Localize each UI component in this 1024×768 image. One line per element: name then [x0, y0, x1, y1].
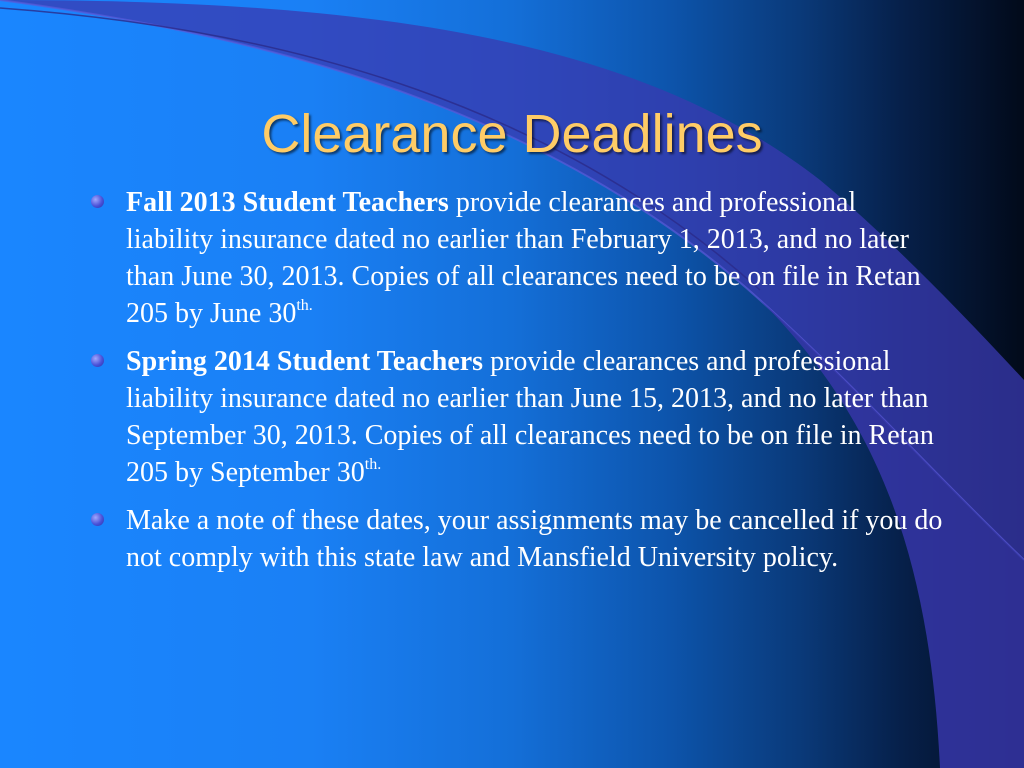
- bullet-item-fall-2013: [90, 184, 950, 332]
- bullet-icon: [91, 195, 104, 208]
- bullet-bold-text: Fall 2013 Student Teachers: [126, 187, 449, 218]
- slide-title: Clearance Deadlines: [261, 104, 763, 164]
- bullet-icon: [91, 513, 104, 526]
- bullet-body-text: Make a note of these dates, your assignments may be cancelled if you do not comply with this state law and Mansfield University policy.: [126, 505, 943, 573]
- bullet-icon: [91, 354, 104, 367]
- bullet-superscript: th.: [296, 296, 313, 314]
- bullet-superscript: th.: [364, 455, 382, 473]
- bullet-bold-text: Spring 2014 Student Teachers: [126, 346, 484, 377]
- bullet-item-note: [90, 502, 950, 576]
- bullet-body-text: provide clearances and professional liability insurance dated no earlier than June 15, 2013, and no later than September 30, 2013. Copies of all clearances need to be on file in Retan 205 by September 30: [126, 346, 934, 488]
- bullet-body-text: provide clearances and professional liability insurance dated no earlier than February 1, 2013, and no later than June 30, 2013. Copies of all clearances need to be on file in Retan 205 by June 30: [126, 187, 921, 329]
- bullet-list: [90, 184, 950, 587]
- bullet-item-spring-2014: [90, 343, 950, 491]
